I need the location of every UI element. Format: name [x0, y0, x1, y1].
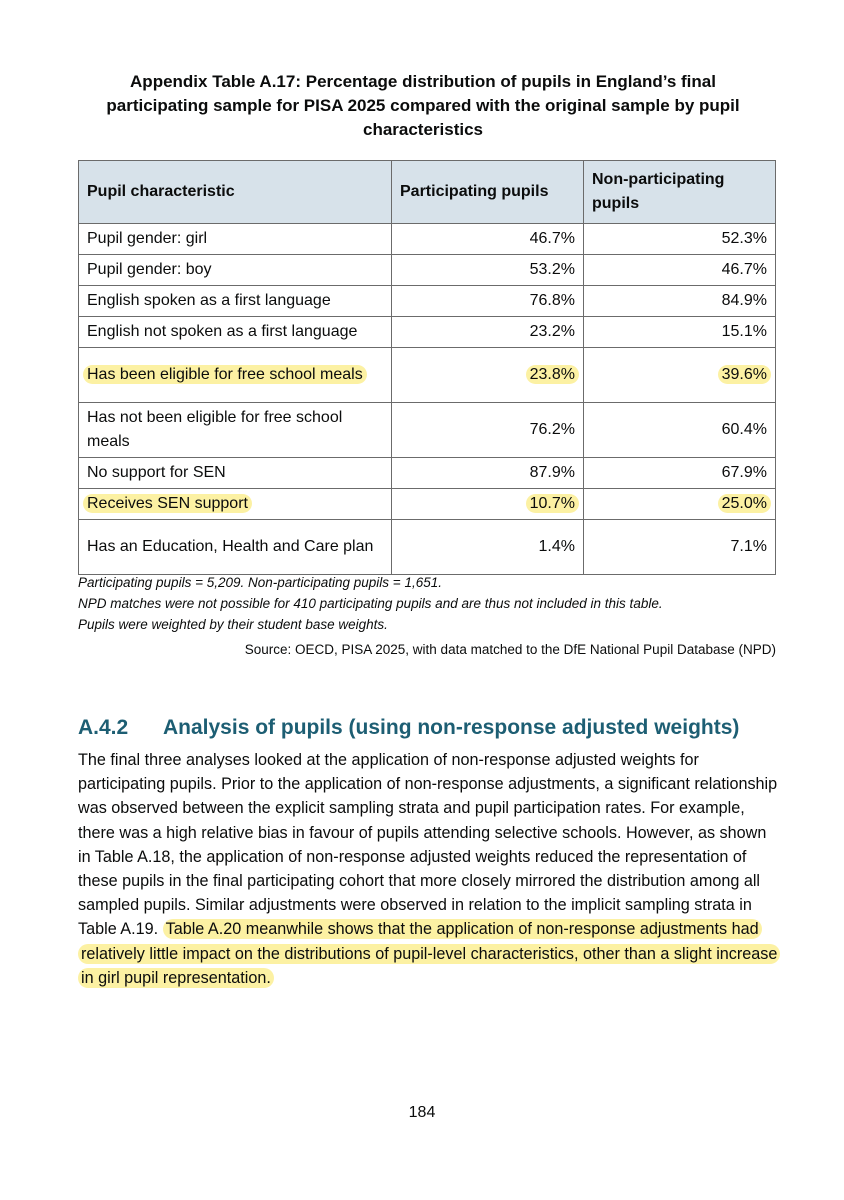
table-row-highlighted	[79, 489, 776, 520]
note-line: Participating pupils = 5,209. Non-participating pupils = 1,651.	[78, 575, 442, 590]
header-non-participating: Non-participating pupils	[584, 161, 776, 224]
row-label: English not spoken as a first language	[79, 317, 392, 348]
participating-value: 23.8%	[526, 365, 579, 384]
non-participating-value: 84.9%	[584, 286, 776, 317]
non-participating-cell	[584, 489, 776, 520]
note-line: NPD matches were not possible for 410 participating pupils and are thus not included in this table.	[78, 596, 663, 611]
paragraph-highlighted-text: Table A.20 meanwhile shows that the application of non-response adjustments had relatively little impact on the distributions of pupil-level characteristics, other than a slight increase in girl pupil representation.	[78, 919, 780, 987]
table-notes	[78, 572, 663, 635]
table-row	[79, 286, 776, 317]
participating-value: 53.2%	[392, 255, 584, 286]
table-row	[79, 403, 776, 458]
row-label: No support for SEN	[79, 458, 392, 489]
participating-value: 46.7%	[392, 224, 584, 255]
table-row	[79, 520, 776, 575]
page-number: 184	[408, 1104, 436, 1121]
participating-value: 10.7%	[526, 494, 579, 513]
section-heading	[78, 714, 739, 742]
table-row	[79, 224, 776, 255]
row-label: Has an Education, Health and Care plan	[79, 520, 392, 575]
table-caption: Appendix Table A.17: Percentage distribution of pupils in England’s final participating sample for PISA 2025 compared with the original sample by pupil characteristics	[106, 72, 740, 139]
body-paragraph	[78, 748, 778, 990]
non-participating-value: 67.9%	[584, 458, 776, 489]
table-row-highlighted	[79, 348, 776, 403]
participating-value: 76.8%	[392, 286, 584, 317]
row-label: Pupil gender: girl	[79, 224, 392, 255]
participating-value: 76.2%	[392, 403, 584, 458]
participating-cell	[392, 348, 584, 403]
table-row	[79, 317, 776, 348]
table-header-row	[79, 161, 776, 224]
non-participating-value: 15.1%	[584, 317, 776, 348]
source-note: Source: OECD, PISA 2025, with data matched to the DfE National Pupil Database (NPD)	[244, 642, 776, 657]
table-row	[79, 255, 776, 286]
table-row	[79, 458, 776, 489]
section-title: Analysis of pupils (using non-response adjusted weights)	[163, 716, 740, 739]
row-label: Has been eligible for free school meals	[83, 365, 367, 384]
pupil-distribution-table	[78, 160, 776, 575]
header-pupil-characteristic: Pupil characteristic	[79, 161, 392, 224]
non-participating-cell	[584, 348, 776, 403]
participating-value: 23.2%	[392, 317, 584, 348]
participating-cell	[392, 489, 584, 520]
paragraph-text: The final three analyses looked at the application of non-response adjusted weights for participating pupils. Prior to the application of non-response adjustments, a significant relationship was observed between the explicit sampling strata and pupil participation rates. For example, there was a high relative bias in favour of pupils attending selective schools. However, as shown in Table A.18, the application of non-response adjusted weights reduced the representation of these pupils in the final participating cohort that more closely mirrored the distribution among all sampled pupils. Similar adjustments were observed in relation to the implicit sampling strata in Table A.19.	[78, 751, 778, 939]
header-participating: Participating pupils	[392, 161, 584, 224]
non-participating-value: 52.3%	[584, 224, 776, 255]
note-line: Pupils were weighted by their student base weights.	[78, 617, 388, 632]
section-number: A.4.2	[78, 716, 129, 739]
non-participating-value: 46.7%	[584, 255, 776, 286]
non-participating-value: 25.0%	[718, 494, 771, 513]
participating-value: 1.4%	[392, 520, 584, 575]
non-participating-value: 39.6%	[718, 365, 771, 384]
non-participating-value: 60.4%	[584, 403, 776, 458]
row-label: Pupil gender: boy	[79, 255, 392, 286]
row-label-cell	[79, 348, 392, 403]
non-participating-value: 7.1%	[584, 520, 776, 575]
participating-value: 87.9%	[392, 458, 584, 489]
row-label: English spoken as a first language	[79, 286, 392, 317]
row-label-cell	[79, 489, 392, 520]
row-label: Receives SEN support	[83, 494, 252, 513]
row-label: Has not been eligible for free school meals	[79, 403, 392, 458]
